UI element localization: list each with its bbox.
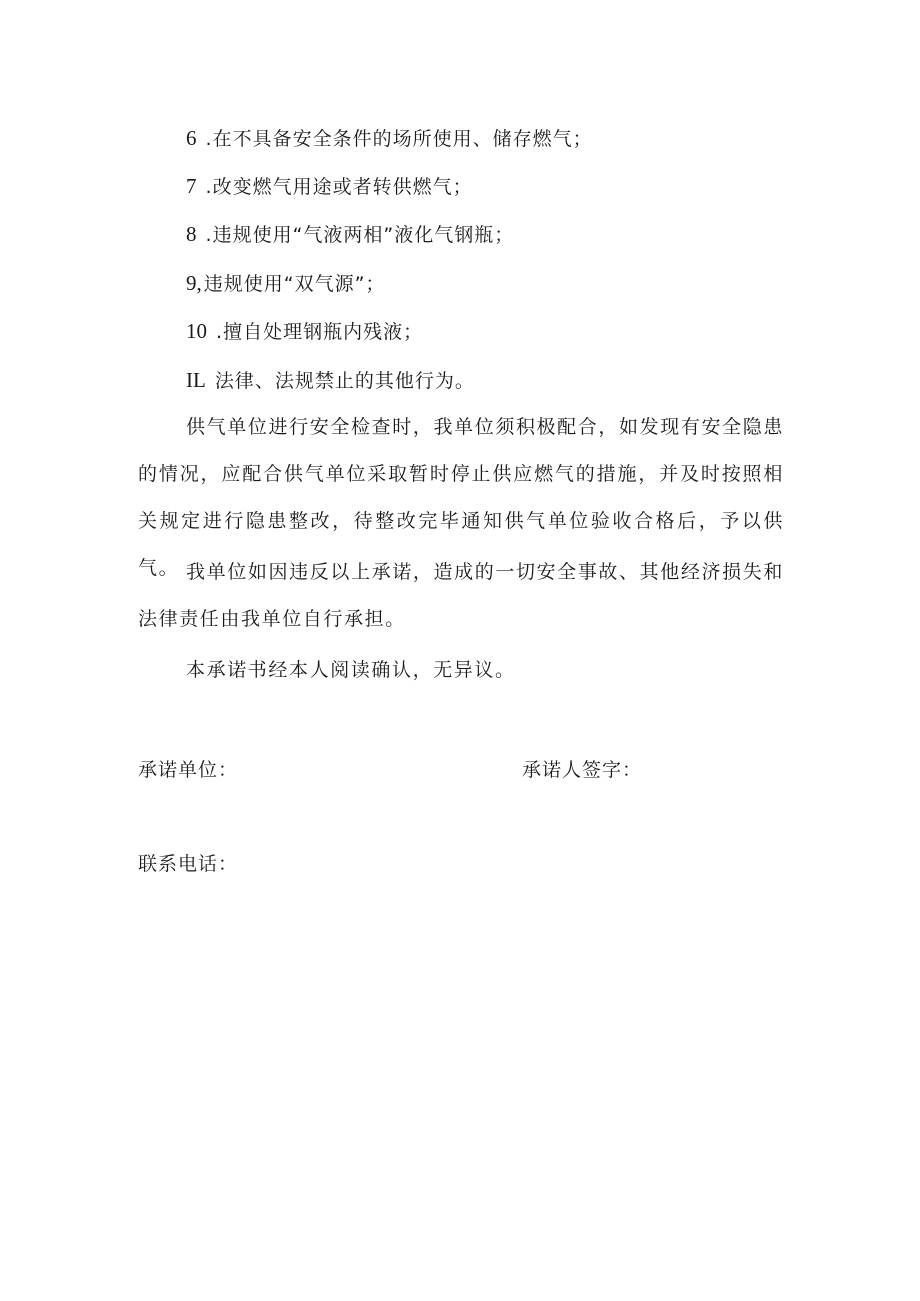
list-item-number: 9, <box>186 271 202 295</box>
list-item-text: .在不具备安全条件的场所使用、储存燃气； <box>198 128 593 150</box>
list-item-7 <box>186 174 473 199</box>
paragraph-safety-inspection: 供气单位进行安全检查时，我单位须积极配合，如发现有安全隐患的情况，应配合供气单位采取暂时停止供应燃气的措施，并及时按照相关规定进行隐患整改，待整改完毕通知供气单位验收合格后，予以供气。 <box>138 416 784 579</box>
list-item-9 <box>186 271 385 296</box>
list-item-8 <box>186 222 514 247</box>
list-item-number: IL <box>186 368 206 392</box>
signer-signature-label: 承诺人签字： <box>522 759 643 781</box>
list-item-text: 法律、法规禁止的其他行为。 <box>207 370 475 392</box>
paragraph-liability: 我单位如因违反以上承诺，造成的一切安全事故、其他经济损失和法律责任由我单位自行承担。 <box>138 561 784 630</box>
list-item-number: 6 <box>186 126 197 150</box>
committing-unit-label: 承诺单位： <box>138 759 239 781</box>
contact-phone-label: 联系电话： <box>138 853 239 875</box>
list-item-text: .违规使用“气液两相”液化气钢瓶； <box>198 224 515 246</box>
list-item-11 <box>186 368 475 393</box>
list-item-text: .改变燃气用途或者转供燃气； <box>198 176 473 198</box>
list-item-number: 10 <box>186 319 207 343</box>
paragraph-confirmation: 本承诺书经本人阅读确认，无异议。 <box>186 659 516 681</box>
list-item-text: .擅自处理钢瓶内残液； <box>209 321 424 343</box>
list-item-number: 8 <box>186 222 197 246</box>
list-item-6 <box>186 126 593 151</box>
list-item-number: 7 <box>186 174 197 198</box>
list-item-10 <box>186 319 423 344</box>
list-item-text: 违规使用“双气源”； <box>203 273 386 295</box>
